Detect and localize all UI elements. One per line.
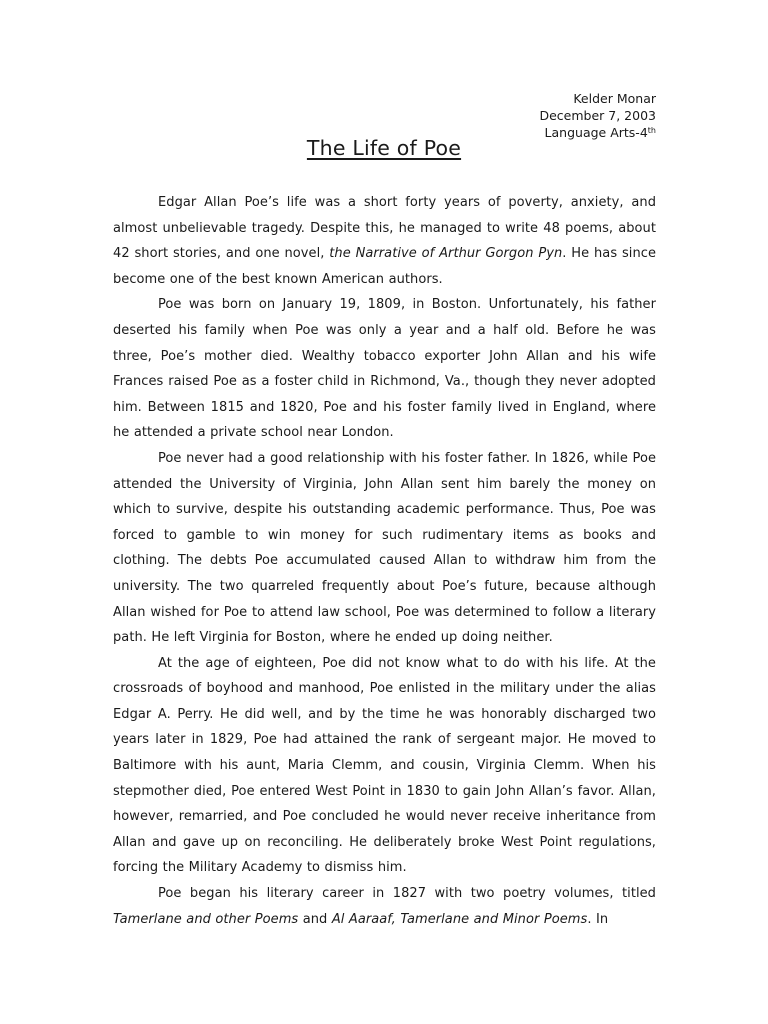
paragraph-3: Poe never had a good relationship with his foster father. In 1826, while Poe attended the University of Virginia, John Allan sent him barely the money on which to survive, despite his outstanding academic performance. Thus, Poe was forced to gamble to win money for such rudimentary items as books and clothing. The debts Poe accumulated caused Allan to withdraw him from the university. The two quarreled frequently about Poe’s future, because although Allan wished for Poe to attend law school, Poe was determined to follow a literary path. He left Virginia for Boston, where he ended up doing neither. [113,450,656,646]
paragraph-1: Edgar Allan Poe’s life was a short forty years of poverty, anxiety, and almost unbelievable tragedy. Despite this, he managed to write 48 poems, about 42 short stories, and one novel, the Narrative of Arthur Gorgon Pyn. He has since become one of the best known American authors. [113,195,656,287]
poetry-title-1: Tamerlane and other Poems [113,911,299,927]
date: December 7, 2003 [539,108,656,123]
paragraph-5: Poe began his literary career in 1827 with two poetry volumes, titled Tamerlane and other Poems and Al Aaraaf, Tamerlane and Minor Poems. In [113,886,656,927]
poetry-title-2: Al Aaraaf, Tamerlane and Minor Poems [331,911,588,927]
course-superscript: th [647,126,656,135]
paragraph-2: Poe was born on January 19, 1809, in Boston. Unfortunately, his father deserted his family when Poe was only a year and a half old. Before he was three, Poe’s mother died. Wealthy tobacco exporter John Allan and his wife Frances raised Poe as a foster child in Richmond, Va., though they never adopted him. Between 1815 and 1820, Poe and his foster family lived in England, where he attended a private school near London. [113,297,656,441]
essay-body [113,190,656,932]
author-name: Kelder Monar [573,91,656,106]
paragraph-4: At the age of eighteen, Poe did not know what to do with his life. At the crossroads of boyhood and manhood, Poe enlisted in the military under the alias Edgar A. Perry. He did well, and by the time he was honorably discharged two years later in 1829, Poe had attained the rank of sergeant major. He moved to Baltimore with his aunt, Maria Clemm, and cousin, Virginia Clemm. When his stepmother died, Poe entered West Point in 1830 to gain John Allan’s favor. Allan, however, remarried, and Poe concluded he would never receive inheritance from Allan and gave up on reconciling. He deliberately broke West Point regulations, forcing the Military Academy to dismiss him. [113,655,656,876]
page-title: The Life of Poe [306,136,462,160]
header-block [539,90,656,141]
course-label: Language Arts-4 [544,125,648,140]
novel-title: the Narrative of Arthur Gorgon Pyn [329,246,563,262]
